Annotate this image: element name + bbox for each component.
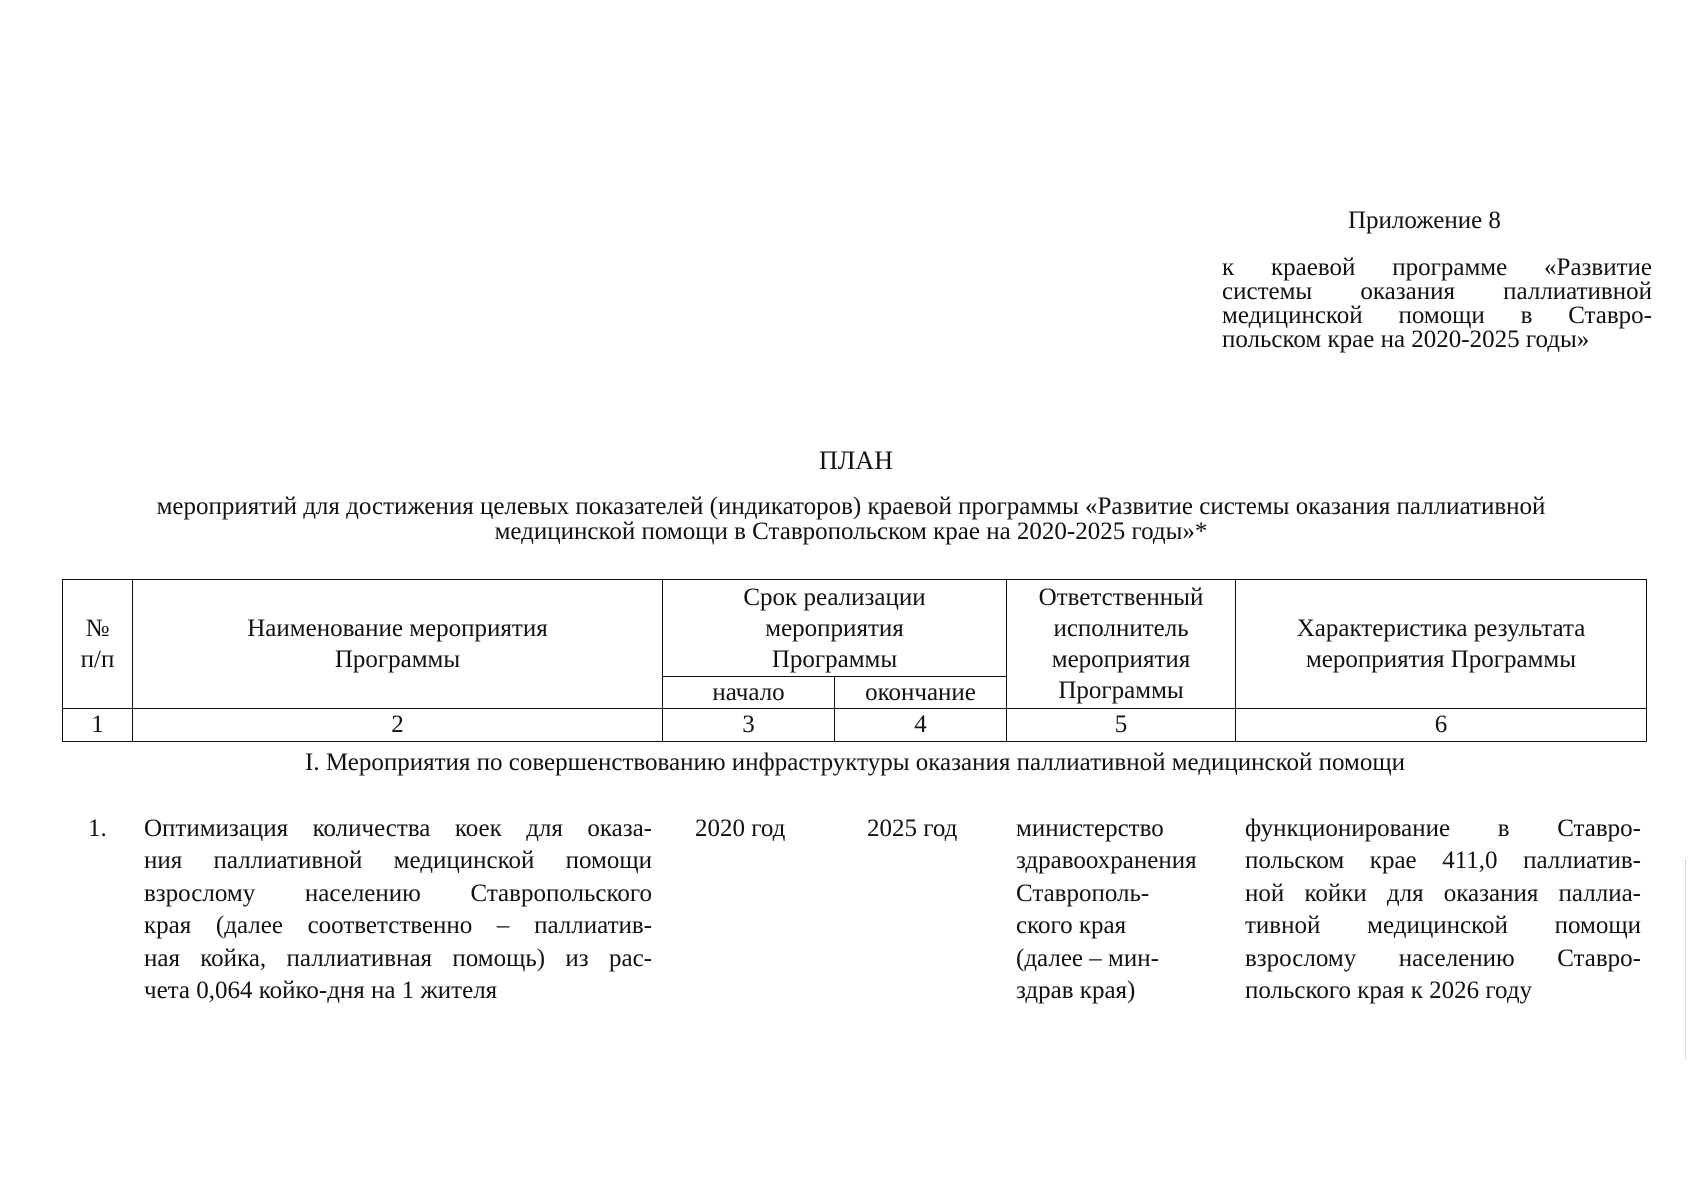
header-executor-line: исполнитель bbox=[1053, 615, 1189, 642]
header-name-line: Наименование мероприятия bbox=[247, 615, 548, 642]
header-executor-line: Программы bbox=[1058, 677, 1184, 704]
header-executor bbox=[1007, 580, 1236, 709]
header-period-start: начало bbox=[663, 677, 835, 709]
row-result-line: ной койки для оказания паллиа- bbox=[1245, 879, 1641, 907]
row-result-line: польского края к 2026 году bbox=[1245, 977, 1533, 1005]
row-name-line: ная койка, паллиативная помощь) из рас- bbox=[144, 944, 652, 972]
row-executor-line: министерство bbox=[1016, 815, 1164, 842]
plan-subtitle-line: медицинской помощи в Ставропольском крае на 2020-2025 годы»* bbox=[494, 518, 1208, 545]
page-edge-mark bbox=[1685, 860, 1688, 1060]
row-result-line: польском крае 411,0 паллиатив- bbox=[1245, 847, 1641, 875]
row-executor-line: ского края bbox=[1016, 912, 1127, 940]
row-end: 2025 год bbox=[867, 815, 958, 842]
section-heading: I. Мероприятия по совершенствованию инфраструктуры оказания паллиативной медицинской помощи bbox=[305, 749, 1405, 776]
header-name bbox=[133, 580, 663, 709]
row-name-line: чета 0,064 койко-дня на 1 жителя bbox=[144, 977, 498, 1005]
column-number: 3 bbox=[663, 709, 835, 742]
header-period-line: мероприятия bbox=[765, 614, 904, 642]
annex-reference-line: медицинской помощи в Ставро- bbox=[1222, 302, 1652, 329]
column-number: 4 bbox=[835, 709, 1007, 742]
row-executor-line: (далее – мин- bbox=[1016, 944, 1159, 972]
header-period-line: Программы bbox=[771, 645, 898, 673]
annex-reference-line: к краевой программе «Развитие bbox=[1222, 254, 1652, 281]
row-number: 1. bbox=[88, 815, 107, 842]
plan-subtitle-line: мероприятий для достижения целевых показателей (индикаторов) краевой программы «Развитие системы оказания паллиативной bbox=[156, 493, 1546, 520]
row-executor-line: здрав края) bbox=[1016, 977, 1136, 1005]
annex-reference bbox=[1222, 256, 1652, 352]
row-executor bbox=[1016, 813, 1226, 1007]
row-name-line: взрослому населению Ставропольского bbox=[144, 879, 652, 907]
row-name bbox=[144, 813, 652, 1007]
column-number: 5 bbox=[1007, 709, 1236, 742]
row-name-line: Оптимизация количества коек для оказа- bbox=[144, 815, 652, 842]
annex-reference-line: польском крае на 2020-2025 годы» bbox=[1222, 326, 1590, 353]
row-start: 2020 год bbox=[695, 815, 786, 842]
header-period-line: Срок реализации bbox=[743, 583, 926, 611]
row-result-line: тивной медицинской помощи bbox=[1245, 912, 1641, 940]
header-executor-line: мероприятия bbox=[1051, 646, 1191, 673]
annex-reference-line: системы оказания паллиативной bbox=[1222, 278, 1652, 305]
header-name-line: Программы bbox=[334, 646, 461, 673]
header-period bbox=[663, 580, 1007, 677]
row-executor-line: здравоохранения bbox=[1016, 847, 1197, 875]
column-number: 2 bbox=[133, 709, 663, 742]
plan-title: ПЛАН bbox=[819, 446, 893, 475]
header-executor-line: Ответственный bbox=[1038, 584, 1204, 611]
column-numbers-row bbox=[63, 709, 1647, 742]
annex-title: Приложение 8 bbox=[1348, 207, 1501, 234]
header-number-line: № bbox=[85, 615, 110, 642]
header-result-line: Характеристика результата bbox=[1296, 615, 1586, 642]
plan-subtitle bbox=[60, 494, 1642, 544]
column-number: 1 bbox=[63, 709, 133, 742]
header-number-line: п/п bbox=[80, 646, 115, 673]
header-result bbox=[1236, 580, 1647, 709]
row-result bbox=[1245, 813, 1641, 1007]
row-result-line: функционирование в Ставро- bbox=[1245, 815, 1641, 842]
row-executor-line: Ставрополь- bbox=[1016, 879, 1150, 907]
header-period-end: окончание bbox=[835, 677, 1007, 709]
header-number bbox=[63, 580, 133, 709]
header-result-line: мероприятия Программы bbox=[1305, 646, 1577, 673]
column-number: 6 bbox=[1236, 709, 1647, 742]
row-name-line: ния паллиативной медицинской помощи bbox=[144, 847, 652, 875]
plan-table bbox=[62, 579, 1647, 742]
row-result-line: взрослому населению Ставро- bbox=[1245, 944, 1641, 972]
row-name-line: края (далее соответственно – паллиатив- bbox=[144, 912, 652, 940]
